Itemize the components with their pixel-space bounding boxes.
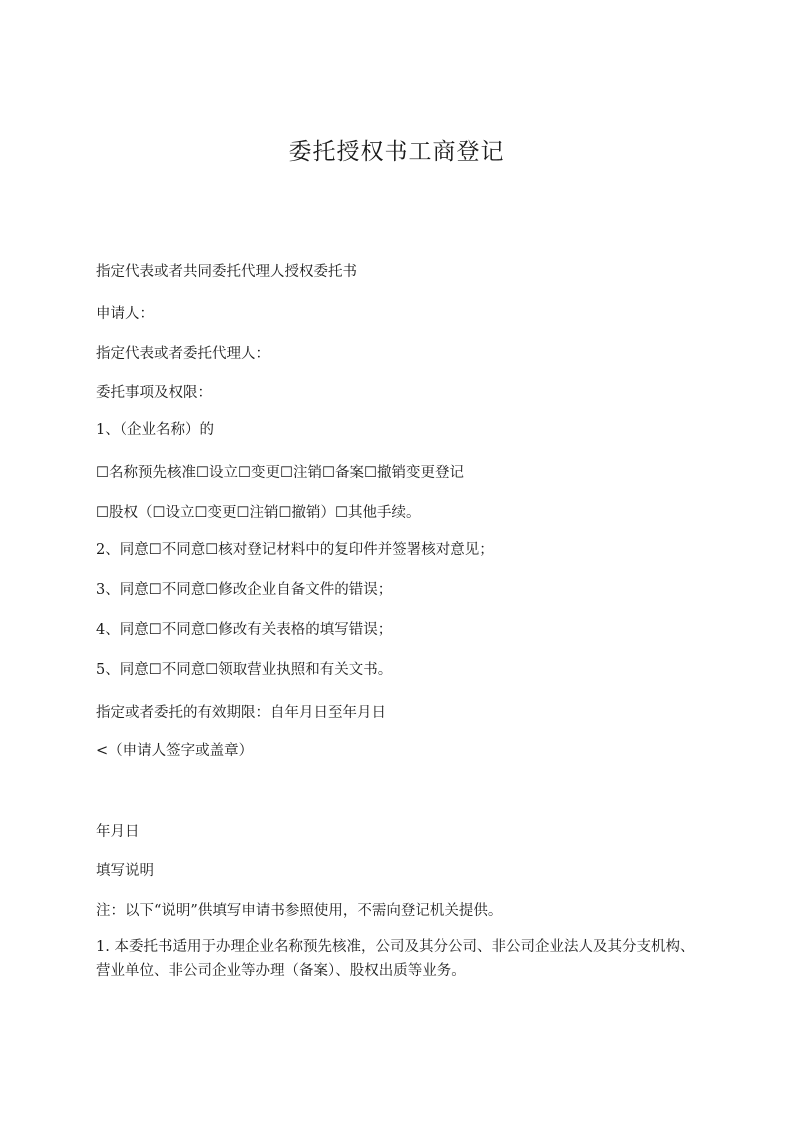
item-1-equity-line: ☐股权（☐设立☐变更☐注销☐撤销）☐其他手续。 [96,505,421,521]
item-4-line: 4、同意☐不同意☐修改有关表格的填写错误； [96,622,393,638]
authorization-heading: 指定代表或者共同委托代理人授权委托书 [96,264,357,280]
date-line: 年月日 [96,824,140,840]
filling-instructions-heading: 填写说明 [96,863,154,879]
signature-line: <（申请人签字或盖章） [96,743,254,759]
authorized-matters-line: 委托事项及权限： [96,385,212,401]
document-title: 委托授权书工商登记 [288,139,505,165]
instructions-note-line: 注：以下“说明”供填写申请书参照使用，不需向登记机关提供。 [96,903,503,919]
item-1-line: 1、（企业名称）的 [96,422,214,438]
item-2-line: 2、同意☐不同意☐核对登记材料中的复印件并签署核对意见； [96,542,494,558]
item-5-line: 5、同意☐不同意☐领取营业执照和有关文书。 [96,662,393,678]
agent-line: 指定代表或者委托代理人： [96,346,270,362]
validity-period-line: 指定或者委托的有效期限：自年月日至年月日 [96,705,386,721]
item-3-line: 3、同意☐不同意☐修改企业自备文件的错误； [96,582,393,598]
item-1-options-line: ☐名称预先核准☐设立☐变更☐注销☐备案☐撤销变更登记 [96,465,464,481]
instruction-1-paragraph: 1. 本委托书适用于办理企业名称预先核准，公司及其分公司、非公司企业法人及其分支机构、营业单位、非公司企业等办理（备案）、股权出质等业务。 [96,939,695,979]
applicant-line: 申请人： [96,306,154,322]
